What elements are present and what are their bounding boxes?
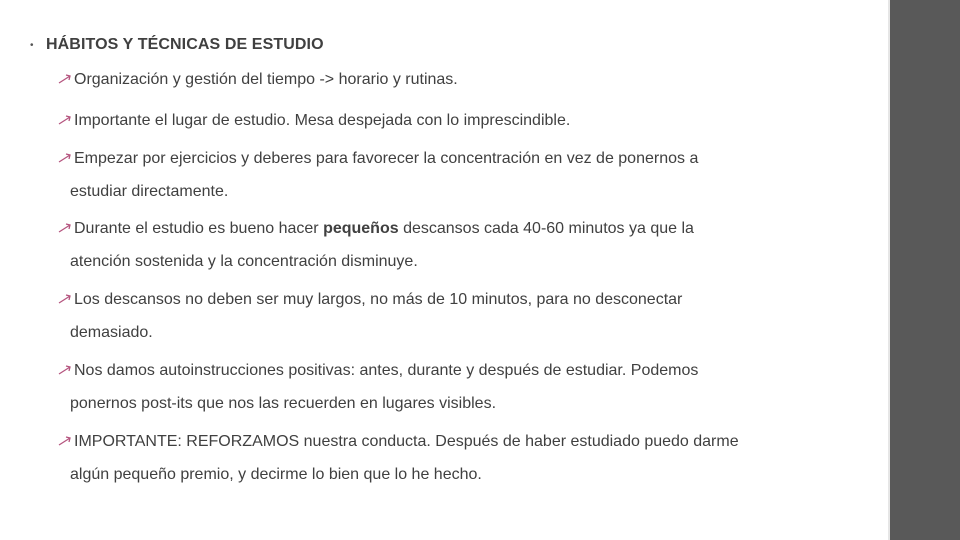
- arrow-icon: [58, 63, 74, 85]
- bullet-text-part: Durante el estudio es bueno hacer: [74, 220, 324, 237]
- right-sidebar-band: [890, 0, 960, 540]
- bullet-text: Los descansos no deben ser muy largos, no más de 10 minutos, para no desconectar: [74, 291, 683, 308]
- bullet-item: [58, 354, 828, 420]
- bullet-text: IMPORTANTE: REFORZAMOS nuestra conducta. Después de haber estudiado puedo darme: [74, 433, 739, 450]
- arrow-icon: [58, 283, 74, 305]
- arrow-icon: [58, 104, 74, 126]
- emphasis-text: pequeños: [323, 220, 399, 237]
- bullet-item: [58, 212, 828, 278]
- arrow-icon: [58, 354, 74, 376]
- bullet-text-continuation: ponernos post-its que nos las recuerden en lugares visibles.: [70, 395, 497, 412]
- bullet-text: [74, 220, 694, 237]
- bullet-text-continuation: estudiar directamente.: [70, 183, 229, 200]
- slide-heading: HÁBITOS Y TÉCNICAS DE ESTUDIO: [46, 36, 324, 53]
- bullet-text: Empezar por ejercicios y deberes para favorecer la concentración en vez de ponernos a: [74, 150, 699, 167]
- bullet-text: Nos damos autoinstrucciones positivas: antes, durante y después de estudiar. Podemos: [74, 362, 699, 379]
- bullet-item: [58, 425, 828, 491]
- bullet-text-continuation: algún pequeño premio, y decirme lo bien que lo he hecho.: [70, 466, 482, 483]
- arrow-icon: [58, 212, 74, 234]
- arrow-icon: [58, 142, 74, 164]
- bullet-text: Organización y gestión del tiempo -> horario y rutinas.: [74, 71, 458, 88]
- bullet-item: [58, 63, 828, 96]
- bullet-item: [58, 142, 828, 208]
- bullet-item: [58, 104, 828, 137]
- bullet-text: Importante el lugar de estudio. Mesa despejada con lo imprescindible.: [74, 112, 571, 129]
- bullet-text-continuation: atención sostenida y la concentración disminuye.: [70, 253, 418, 270]
- bullet-text-continuation: demasiado.: [70, 324, 153, 341]
- bullet-item: [58, 283, 828, 349]
- bullet-text-part: descansos cada 40-60 minutos ya que la: [398, 220, 694, 237]
- arrow-icon: [58, 425, 74, 447]
- bullet-dot-icon: •: [30, 39, 34, 51]
